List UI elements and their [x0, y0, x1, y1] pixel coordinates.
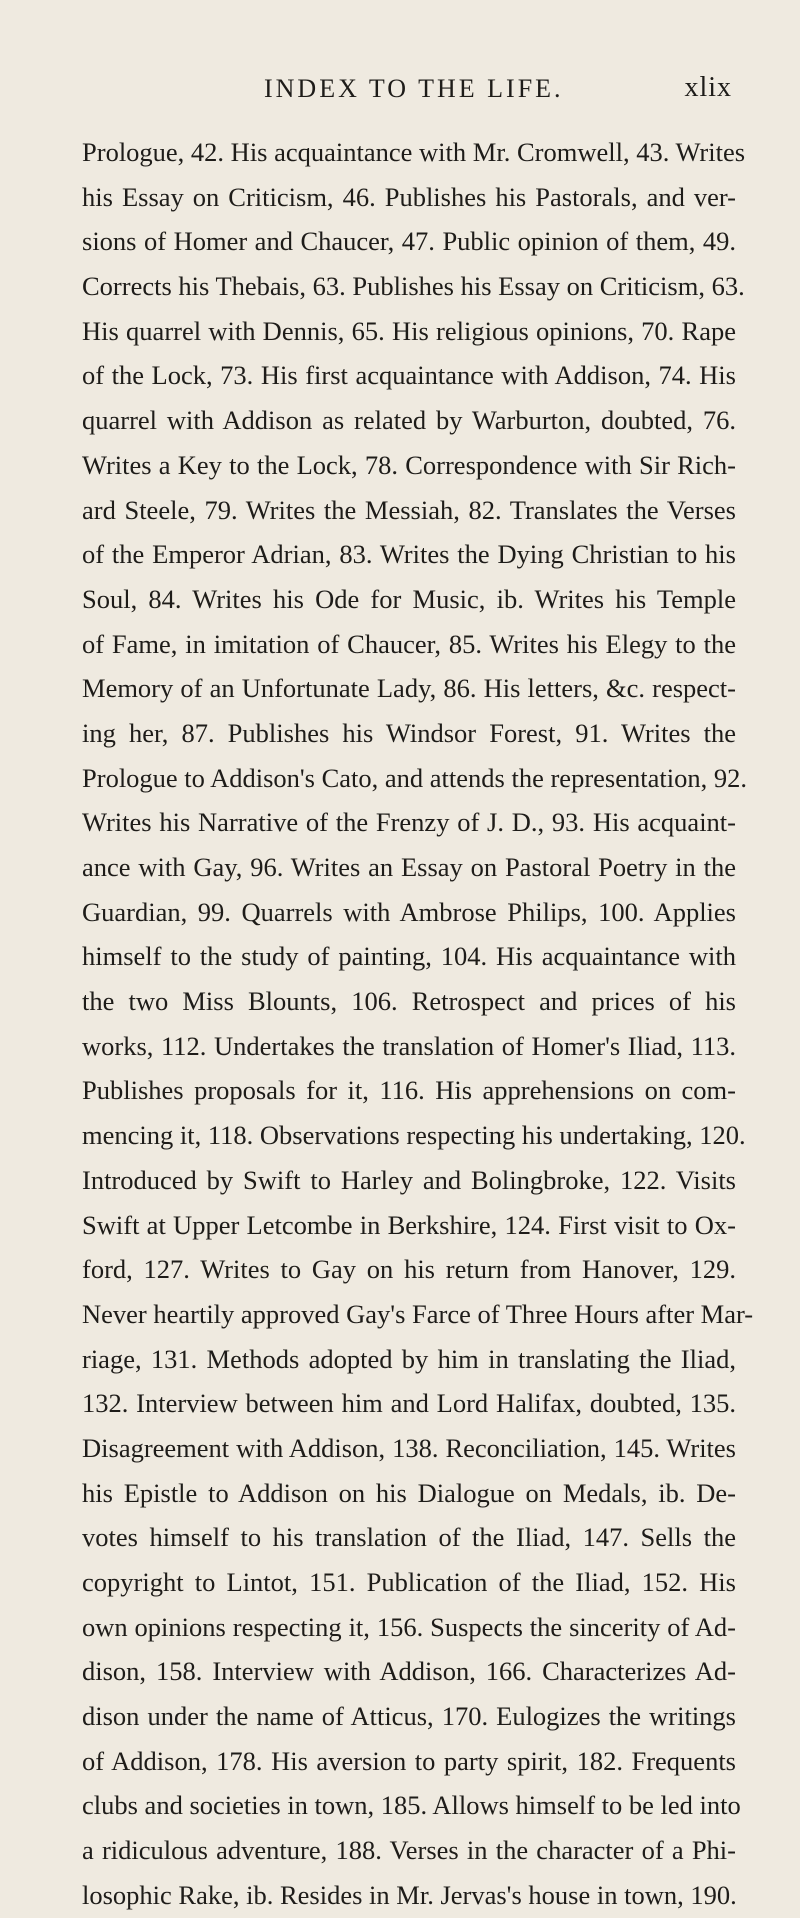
text-line: Publishes proposals for it, 116. His apprehensions on com- — [82, 1075, 736, 1106]
text-line: ford, 127. Writes to Gay on his return from Hanover, 129. — [82, 1254, 736, 1285]
text-line: himself to the study of painting, 104. His acquaintance with — [82, 941, 736, 972]
text-line: dison, 158. Interview with Addison, 166. Characterizes Ad- — [82, 1656, 736, 1687]
index-paragraph — [82, 130, 754, 1918]
text-line: Swift at Upper Letcombe in Berkshire, 124. First visit to Ox- — [82, 1209, 736, 1240]
text-line: Memory of an Unfortunate Lady, 86. His letters, &c. respect- — [82, 673, 736, 704]
text-line: votes himself to his translation of the Iliad, 147. Sells the — [82, 1522, 736, 1553]
text-line: ing her, 87. Publishes his Windsor Forest, 91. Writes the — [82, 717, 736, 748]
page-number: xlix — [684, 72, 732, 103]
text-line: Writes a Key to the Lock, 78. Correspondence with Sir Rich- — [82, 449, 736, 480]
text-line: Prologue to Addison's Cato, and attends the representation, 92. — [82, 762, 747, 793]
running-title: INDEX TO THE LIFE. — [264, 74, 564, 103]
text-line: works, 112. Undertakes the translation of Homer's Iliad, 113. — [82, 1030, 736, 1061]
text-line: copyright to Lintot, 151. Publication of the Iliad, 152. His — [82, 1567, 736, 1597]
text-line: the two Miss Blounts, 106. Retrospect and prices of his — [82, 986, 736, 1017]
text-line: his Epistle to Addison on his Dialogue on Medals, ib. De- — [82, 1477, 736, 1508]
text-line: quarrel with Addison as related by Warburton, doubted, 76. — [82, 405, 736, 436]
text-line: Never heartily approved Gay's Farce of Three Hours after Mar- — [82, 1298, 754, 1329]
text-line: dison under the name of Atticus, 170. Eulogizes the writings — [82, 1701, 736, 1732]
text-line: ard Steele, 79. Writes the Messiah, 82. Translates the Verses — [82, 494, 736, 525]
text-line: own opinions respecting it, 156. Suspects the sincerity of Ad- — [82, 1611, 736, 1642]
text-line: of the Lock, 73. His first acquaintance with Addison, 74. His — [82, 360, 736, 391]
text-line: Corrects his Thebais, 63. Publishes his Essay on Criticism, 63. — [82, 271, 745, 302]
text-line: Writes his Narrative of the Frenzy of J. D., 93. His acquaint- — [82, 807, 736, 838]
text-line: of the Emperor Adrian, 83. Writes the Dying Christian to his — [82, 539, 736, 570]
text-line: Soul, 84. Writes his Ode for Music, ib. Writes his Temple — [82, 583, 736, 614]
text-line: of Fame, in imitation of Chaucer, 85. Writes his Elegy to the — [82, 628, 736, 659]
text-line: 132. Interview between him and Lord Halifax, doubted, 135. — [82, 1388, 736, 1419]
text-line: his Essay on Criticism, 46. Publishes his Pastorals, and ver- — [82, 181, 736, 212]
text-line: Guardian, 99. Quarrels with Ambrose Philips, 100. Applies — [82, 896, 736, 927]
text-line: a ridiculous adventure, 188. Verses in the character of a Phi- — [82, 1835, 736, 1866]
text-line: of Addison, 178. His aversion to party spirit, 182. Frequents — [82, 1745, 736, 1776]
text-line: Prologue, 42. His acquaintance with Mr. Cromwell, 43. Writes — [82, 137, 746, 167]
text-line: mencing it, 118. Observations respecting his undertaking, 120. — [82, 1120, 746, 1151]
text-line: sions of Homer and Chaucer, 47. Public opinion of them, 49. — [82, 226, 736, 257]
text-line: Introduced by Swift to Harley and Bolingbroke, 122. Visits — [82, 1164, 736, 1195]
text-line: ance with Gay, 96. Writes an Essay on Pastoral Poetry in the — [82, 852, 736, 882]
text-line: losophic Rake, ib. Resides in Mr. Jervas's house in town, 190. — [82, 1879, 737, 1910]
text-line: riage, 131. Methods adopted by him in translating the Iliad, — [82, 1343, 736, 1374]
text-line: Disagreement with Addison, 138. Reconciliation, 145. Writes — [82, 1432, 736, 1463]
text-line: clubs and societies in town, 185. Allows himself to be led into — [82, 1790, 741, 1821]
running-head — [82, 0, 736, 130]
text-line: His quarrel with Dennis, 65. His religious opinions, 70. Rape — [82, 315, 736, 346]
